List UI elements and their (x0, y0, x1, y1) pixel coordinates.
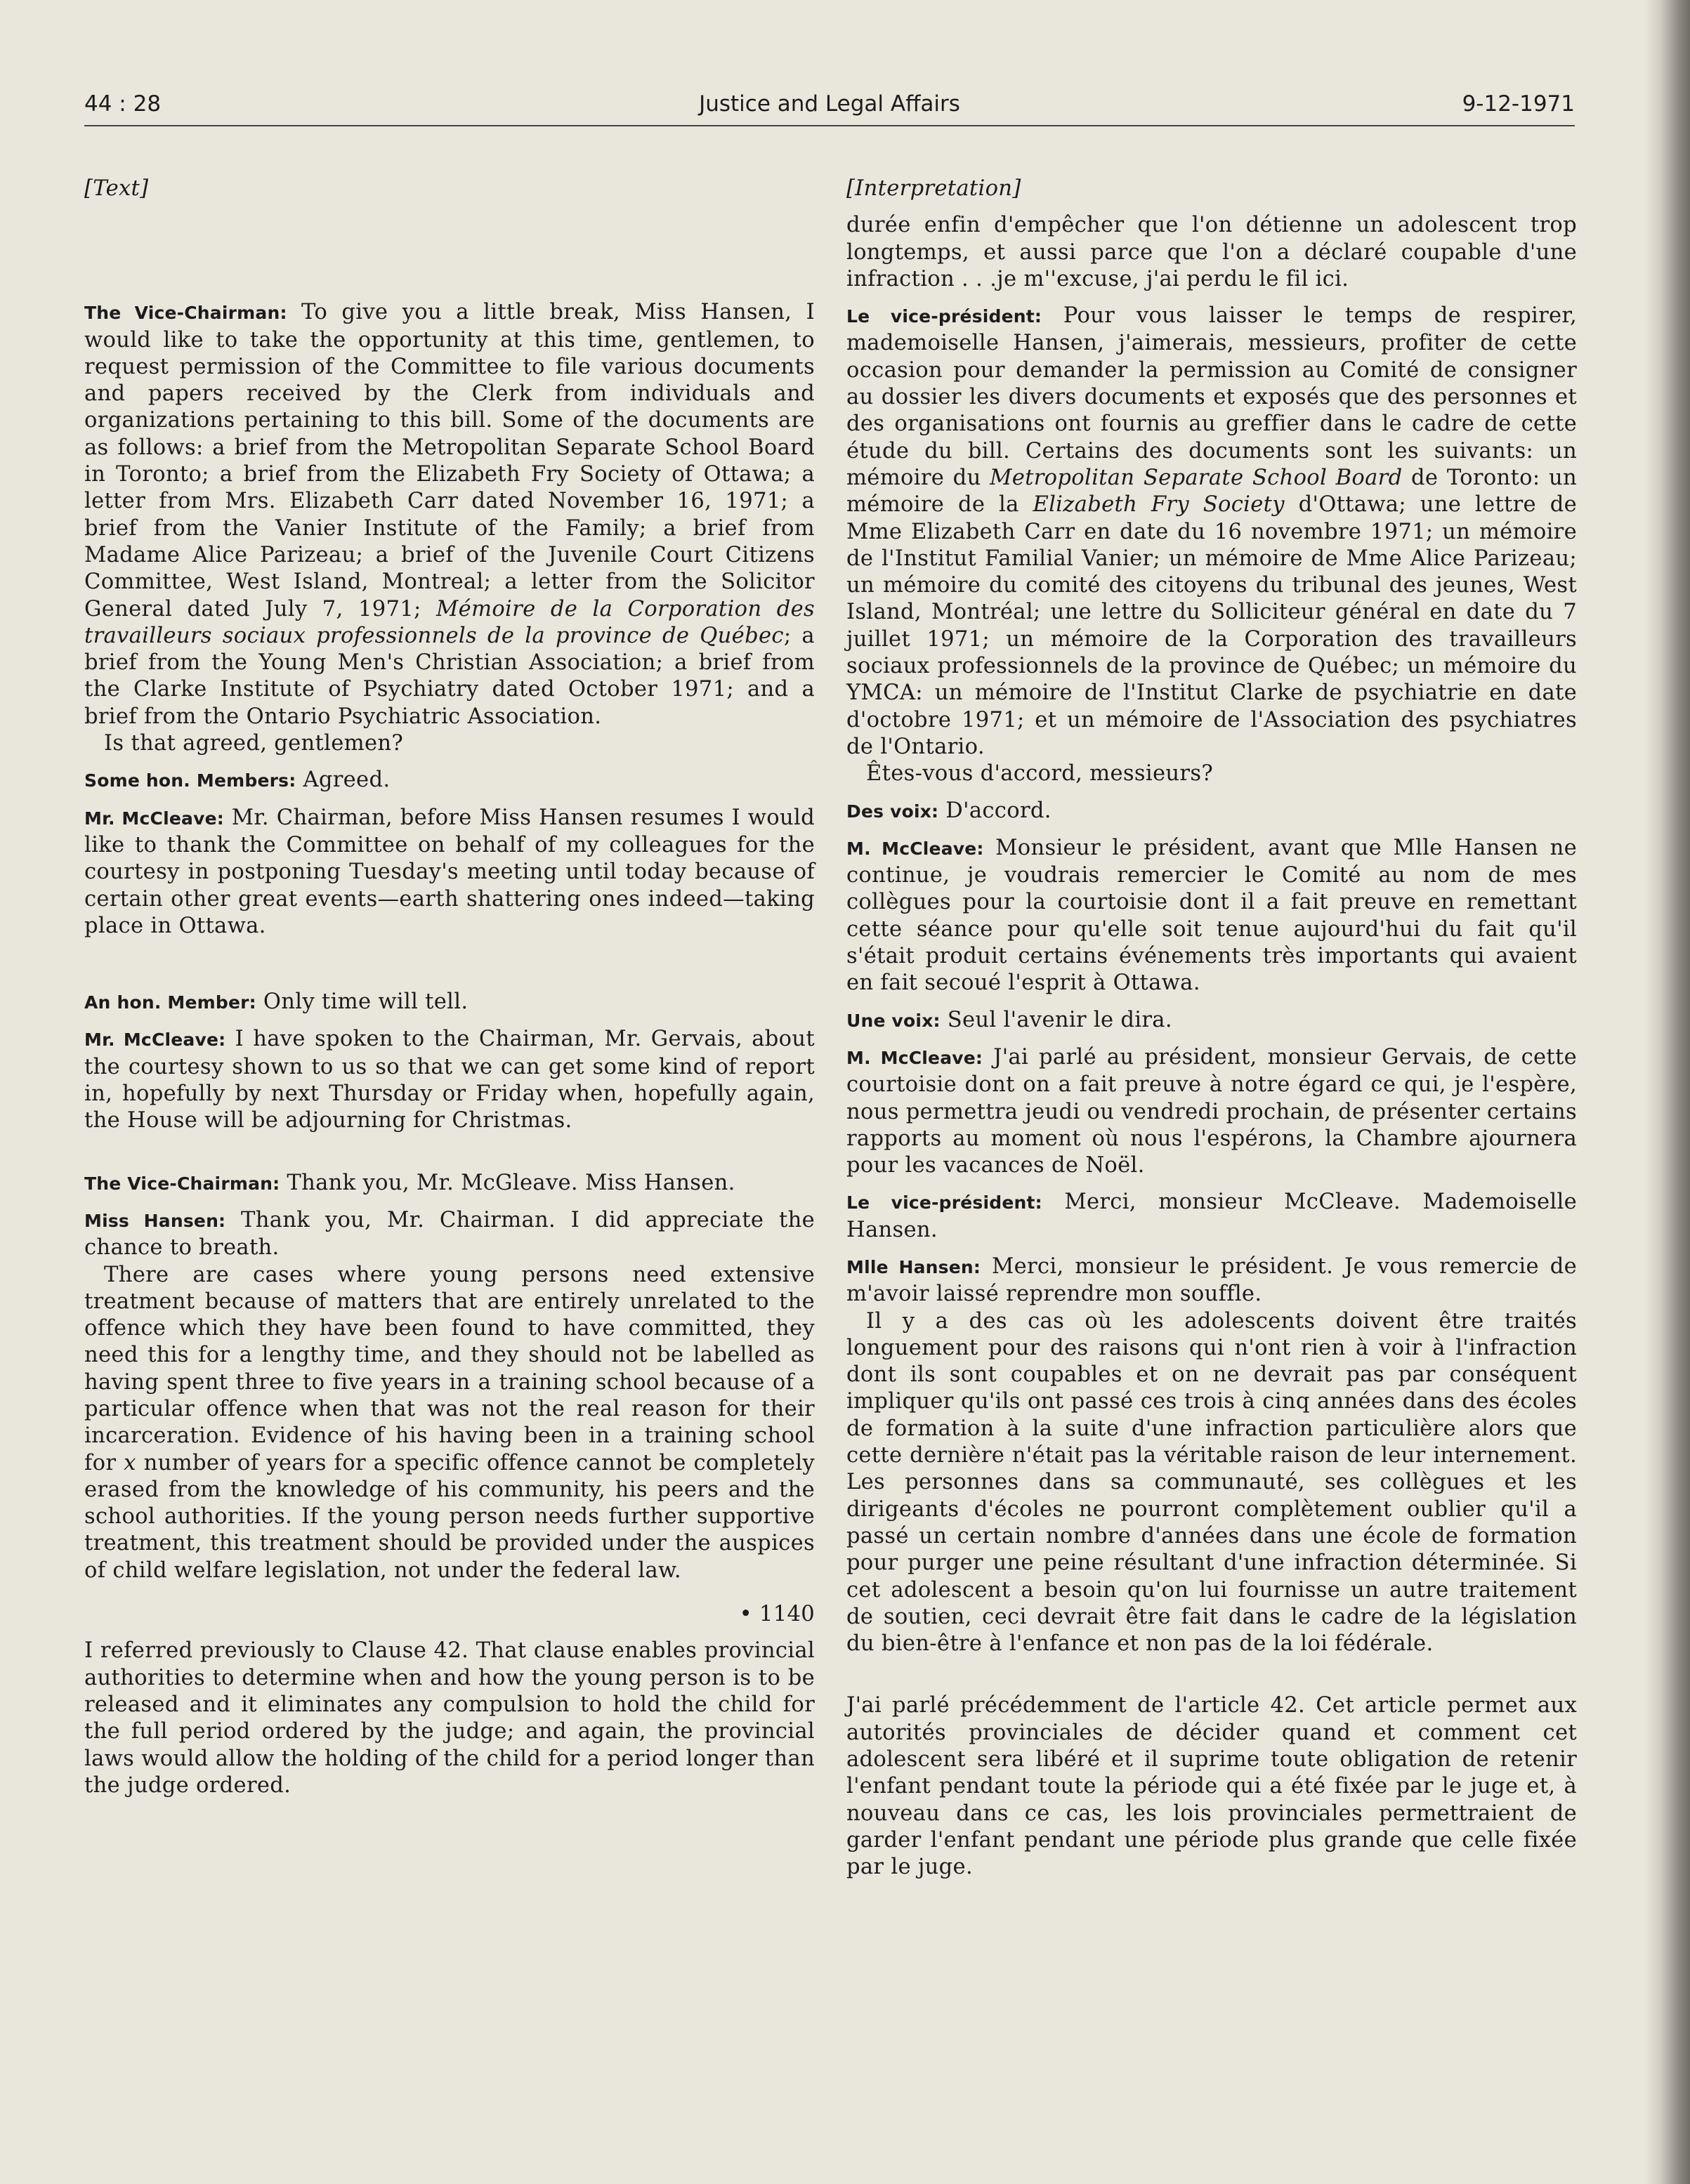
page-edge-shadow (1645, 0, 1690, 2184)
clause-42-paragraph: I referred previously to Clause 42. That clause enables provincial authorities to determine when and how the young person is to be released and it eliminates any compulsion to hold the child for the full period ordered by the judge; and again, the provincial laws would allow the holding of the child for a period longer than the judge ordered. (84, 1638, 815, 1798)
agreement-question: Is that agreed, gentlemen? (104, 731, 404, 756)
page-number: 44 : 28 (84, 91, 162, 117)
mccleave-remark-2: Mr. McCleave: I have spoken to the Chairman, Mr. Gervais, about the courtesy shown to us so that we can get some kind of report in, hopefully by next Thursday or Friday when, hopefully again, the House will be adjourning for Christmas. (84, 1027, 815, 1133)
mccleave-remark-1-fr: M. McCleave: Monsieur le président, avant que Mlle Hansen ne continue, je voudrais remercier le Comité au nom de mes collègues pour la courtoisie dont il a fait preuve en remettant cette séance pour qu'elle soit tenue aujourd'hui du fait qu'il s'était produit certains événements très importants qui avaient en fait secoué l'esprit à Ottawa. (846, 835, 1577, 996)
page-header (84, 91, 1575, 126)
speaker-name: Des voix: (846, 801, 939, 822)
speaker-name: The Vice-Chairman: (84, 1173, 280, 1194)
speaker-name: Some hon. Members: (84, 770, 296, 791)
speaker-name: M. McCleave: (846, 1047, 983, 1068)
voice-remark: Une voix: Seul l'avenir le dira. (846, 1007, 1172, 1032)
page-date: 9-12-1971 (1462, 91, 1575, 117)
mccleave-remark-1: Mr. McCleave: Mr. Chairman, before Miss Hansen resumes I would like to thank the Committee on behalf of my colleagues for the courtesy in postponing Tuesday's meeting until today because of certain other great events—earth shattering ones indeed—taking place in Ottawa. (84, 805, 815, 938)
speaker-name: M. McCleave: (846, 838, 984, 859)
agreement-question-fr: Êtes-vous d'accord, messieurs? (866, 761, 1214, 787)
vice-president-remark: Le vice-président: Pour vous laisser le temps de respirer, mademoiselle Hansen, j'aimerais, messieurs, profiter de cette occasion pour demander la permission au Comité de consigner au dossier les divers documents et exposés que des personnes et des organisations ont fournis au greffier dans le cadre de cette étude du bill. Certains des documents sont les suivants: un mémoire du Metropolitan Separate School Board de Toronto: un mémoire de la Elizabeth Fry Society d'Ottawa; une lettre de Mme Elizabeth Carr en date du 16 novembre 1971; un mémoire de l'Institut Familial Vanier; un mémoire de Mme Alice Parizeau; un mémoire du comité des citoyens du tribunal des jeunes, West Island, Montréal; une lettre du Solliciteur général en date du 7 juillet 1971; un mémoire de la Corporation des travailleurs sociaux professionnels de la province de Québec; un mémoire du YMCA: un mémoire de l'Institut Clarke de psychiatrie en date d'octobre 1971; et un mémoire de l'Association des psychiatres de l'Ontario. (846, 303, 1578, 759)
speaker-name: Miss Hansen: (84, 1210, 226, 1231)
hansen-remark: Miss Hansen: Thank you, Mr. Chairman. I did appreciate the chance to breath. (84, 1207, 815, 1261)
hansen-remark-fr: Mlle Hansen: Merci, monsieur le président. Je vous remercie de m'avoir laissé reprendre mon souffle. (846, 1254, 1577, 1307)
speaker-name: Une voix: (846, 1010, 941, 1031)
english-column (84, 176, 815, 1809)
speaker-name: An hon. Member: (84, 992, 256, 1013)
article-42-paragraph: J'ai parlé précédemment de l'article 42. Cet article permet aux autorités provinciales de décider quand et comment cet adolescent sera libéré et il suprime toute obligation de retenir l'enfant pendant toute la période qui a été fixée par le juge et, à nouveau dans ce cas, les lois provinciales permettraient de garder l'enfant pendant une période plus grande que celle fixée par le juge. (846, 1693, 1577, 1880)
speaker-name: Mr. McCleave: (84, 1029, 226, 1051)
vice-chairman-remark: The Vice-Chairman: To give you a little break, Miss Hansen, I would like to take the opportunity at this time, gentlemen, to request permission of the Committee to file various documents and papers received by the Clerk from individuals and organizations pertaining to this bill. Some of the documents are as follows: a brief from the Metropolitan Separate School Board in Toronto; a brief from the Elizabeth Fry Society of Ottawa; a letter from Mrs. Elizabeth Carr dated November 16, 1971; a brief from the Vanier Institute of the Family; a brief from Madame Alice Parizeau; a brief of the Juvenile Court Citizens Committee, West Island, Montreal; a letter from the Solicitor General dated July 7, 1971; Mémoire de la Corporation des travailleurs sociaux professionnels de la province de Québec; a brief from the Young Men's Christian Association; a brief from the Clarke Institute of Psychiatry dated October 1971; and a brief from the Ontario Psychiatric Association. (84, 300, 815, 729)
interpretation-label: [Interpretation] (846, 176, 1021, 201)
voices-response: Des voix: D'accord. (846, 798, 1052, 823)
text-label: [Text] (84, 176, 149, 201)
mccleave-remark-2-fr: M. McCleave: J'ai parlé au président, monsieur Gervais, de cette courtoisie dont on a fait preuve à notre égard ce qui, je l'espère, nous permettra jeudi ou vendredi prochain, de présenter certains rapports au moment où nous l'espérons, la Chambre ajournera pour les vacances de Noël. (846, 1044, 1578, 1178)
vice-president-thanks: Le vice-président: Merci, monsieur McCleave. Mademoiselle Hansen. (846, 1190, 1577, 1242)
running-title: Justice and Legal Affairs (699, 91, 960, 117)
hansen-testimony: There are cases where young persons need extensive treatment because of matters that are entirely unrelated to the offence which they have been found to have committed, they need this for a lengthy time, and they should not be labelled as having spent three to five years in a training school because of a particular offence when that was not the real reason for their incarceration. Evidence of his having been in a training school for x number of years for a specific offence cannot be completely erased from the knowledge of his community, his peers and the school authorities. If the young person needs further supportive treatment, this treatment should be provided under the auspices of child welfare legislation, not under the federal law. (84, 1262, 815, 1583)
speaker-name: The Vice-Chairman: (84, 303, 287, 324)
continued-paragraph: durée enfin d'empêcher que l'on détienne un adolescent trop longtemps, et aussi parce que l'on a déclaré coupable d'une infraction . . .je m''excuse, j'ai perdu le fil ici. (846, 213, 1577, 291)
speaker-name: Mlle Hansen: (846, 1256, 981, 1277)
time-marker: • 1140 (739, 1602, 815, 1627)
vice-chairman-thanks: The Vice-Chairman: Thank you, Mr. McGleave. Miss Hansen. (84, 1170, 735, 1195)
french-column (846, 176, 1577, 1891)
speaker-name: Le vice-président: (846, 1192, 1042, 1213)
members-response: Some hon. Members: Agreed. (84, 768, 391, 793)
speaker-name: Le vice-président: (846, 306, 1042, 327)
header-rule (84, 125, 1575, 126)
speaker-name: Mr. McCleave: (84, 808, 224, 829)
member-remark: An hon. Member: Only time will tell. (84, 989, 469, 1015)
hansen-testimony-fr: Il y a des cas où les adolescents doivent être traités longuement pour des raisons qui n'ont rien à voir à l'infraction dont ils sont coupables et on ne devrait pas par conséquent impliquer qu'ils ont passé ces trois à cinq années dans des écoles de formation à la suite d'une infraction particulière alors que cette dernière n'était pas la véritable raison de leur internement. Les personnes dans sa communauté, ses collègues et les dirigeants d'écoles ne pourront complètement oublier qu'il a passé un certain nombre d'années dans une école de formation pour purger une peine résultant d'une infraction déterminée. Si cet adolescent a besoin qu'on lui fournisse un autre traitement de soutien, ceci devrait être fait dans le cadre de la législation du bien-être à l'enfance et non pas de la loi fédérale. (846, 1308, 1577, 1657)
